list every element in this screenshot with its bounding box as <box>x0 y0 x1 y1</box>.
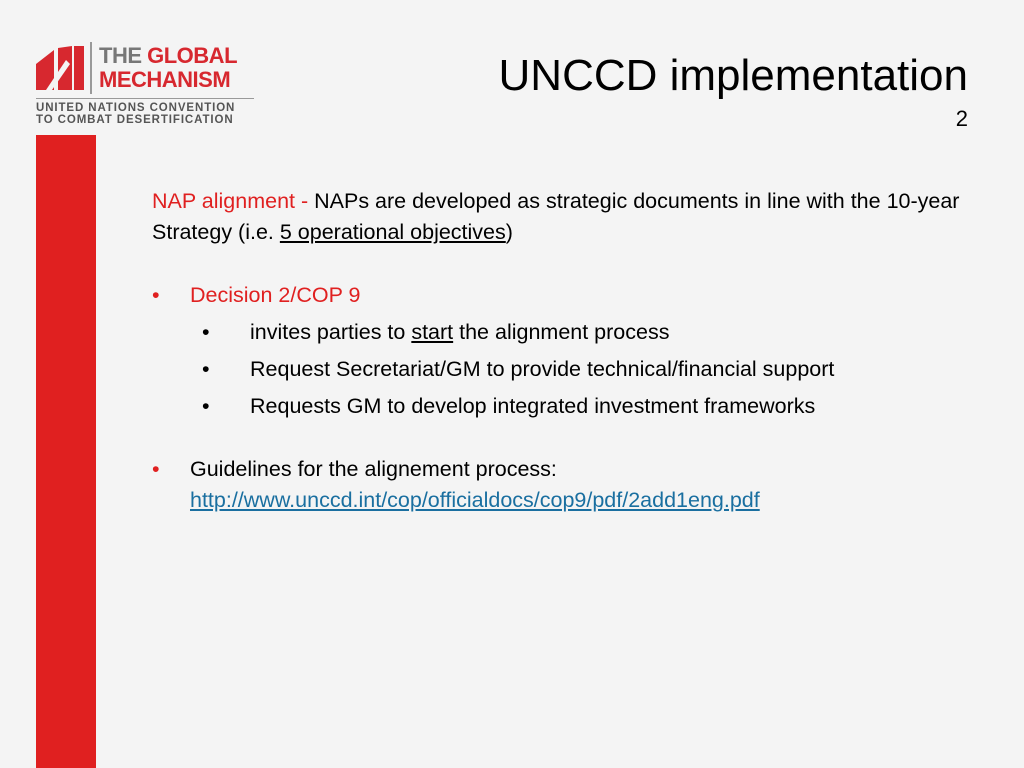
sub-bullet-requests-gm: • Requests GM to develop integrated investment frameworks <box>152 391 972 422</box>
bullet-guidelines <box>152 454 972 516</box>
bullet-decision-text: Decision 2/COP 9 <box>190 283 361 307</box>
sub-bullet-request: • Request Secretariat/GM to provide technical/financial support <box>152 354 972 385</box>
left-accent-bar <box>36 135 96 768</box>
bullet-decision <box>152 280 972 311</box>
logo-title-line1: THE GLOBAL <box>99 43 238 68</box>
guidelines-pdf-link[interactable]: http://www.unccd.int/cop/officialdocs/cop9/pdf/2add1eng.pdf <box>190 488 760 512</box>
sub-bullet-invites: • invites parties to start the alignment process <box>152 317 972 348</box>
logo-subtitle-line2: TO COMBAT DESERTIFICATION <box>36 114 234 126</box>
slide-content <box>152 186 972 516</box>
intro-label: NAP alignment - <box>152 189 315 213</box>
intro-paragraph: NAP alignment - NAPs are developed as strategic documents in line with the 10-year Strategy (i.e. 5 operational objectives) <box>152 189 960 244</box>
logo-mark-icon <box>36 46 84 90</box>
logo-rule <box>36 98 254 99</box>
operational-objectives-link[interactable]: 5 operational objectives <box>279 220 506 244</box>
bullet-marker: • <box>152 457 160 481</box>
start-emphasis: start <box>411 320 454 344</box>
bullet-marker: • <box>152 283 160 307</box>
logo-title-line2: MECHANISM <box>99 67 231 92</box>
bullet-marker: • <box>202 394 210 418</box>
global-mechanism-logo <box>36 40 262 130</box>
bullet-marker: • <box>202 320 210 344</box>
logo-subtitle-line1: UNITED NATIONS CONVENTION <box>36 102 236 114</box>
logo-divider <box>90 42 92 94</box>
sub-bullet-list <box>152 317 972 422</box>
bullet-guidelines-text: Guidelines for the alignement process: <box>190 457 557 481</box>
bullet-marker: • <box>202 357 210 381</box>
slide-title: UNCCD implementation <box>498 51 968 100</box>
page-number: 2 <box>955 106 968 131</box>
